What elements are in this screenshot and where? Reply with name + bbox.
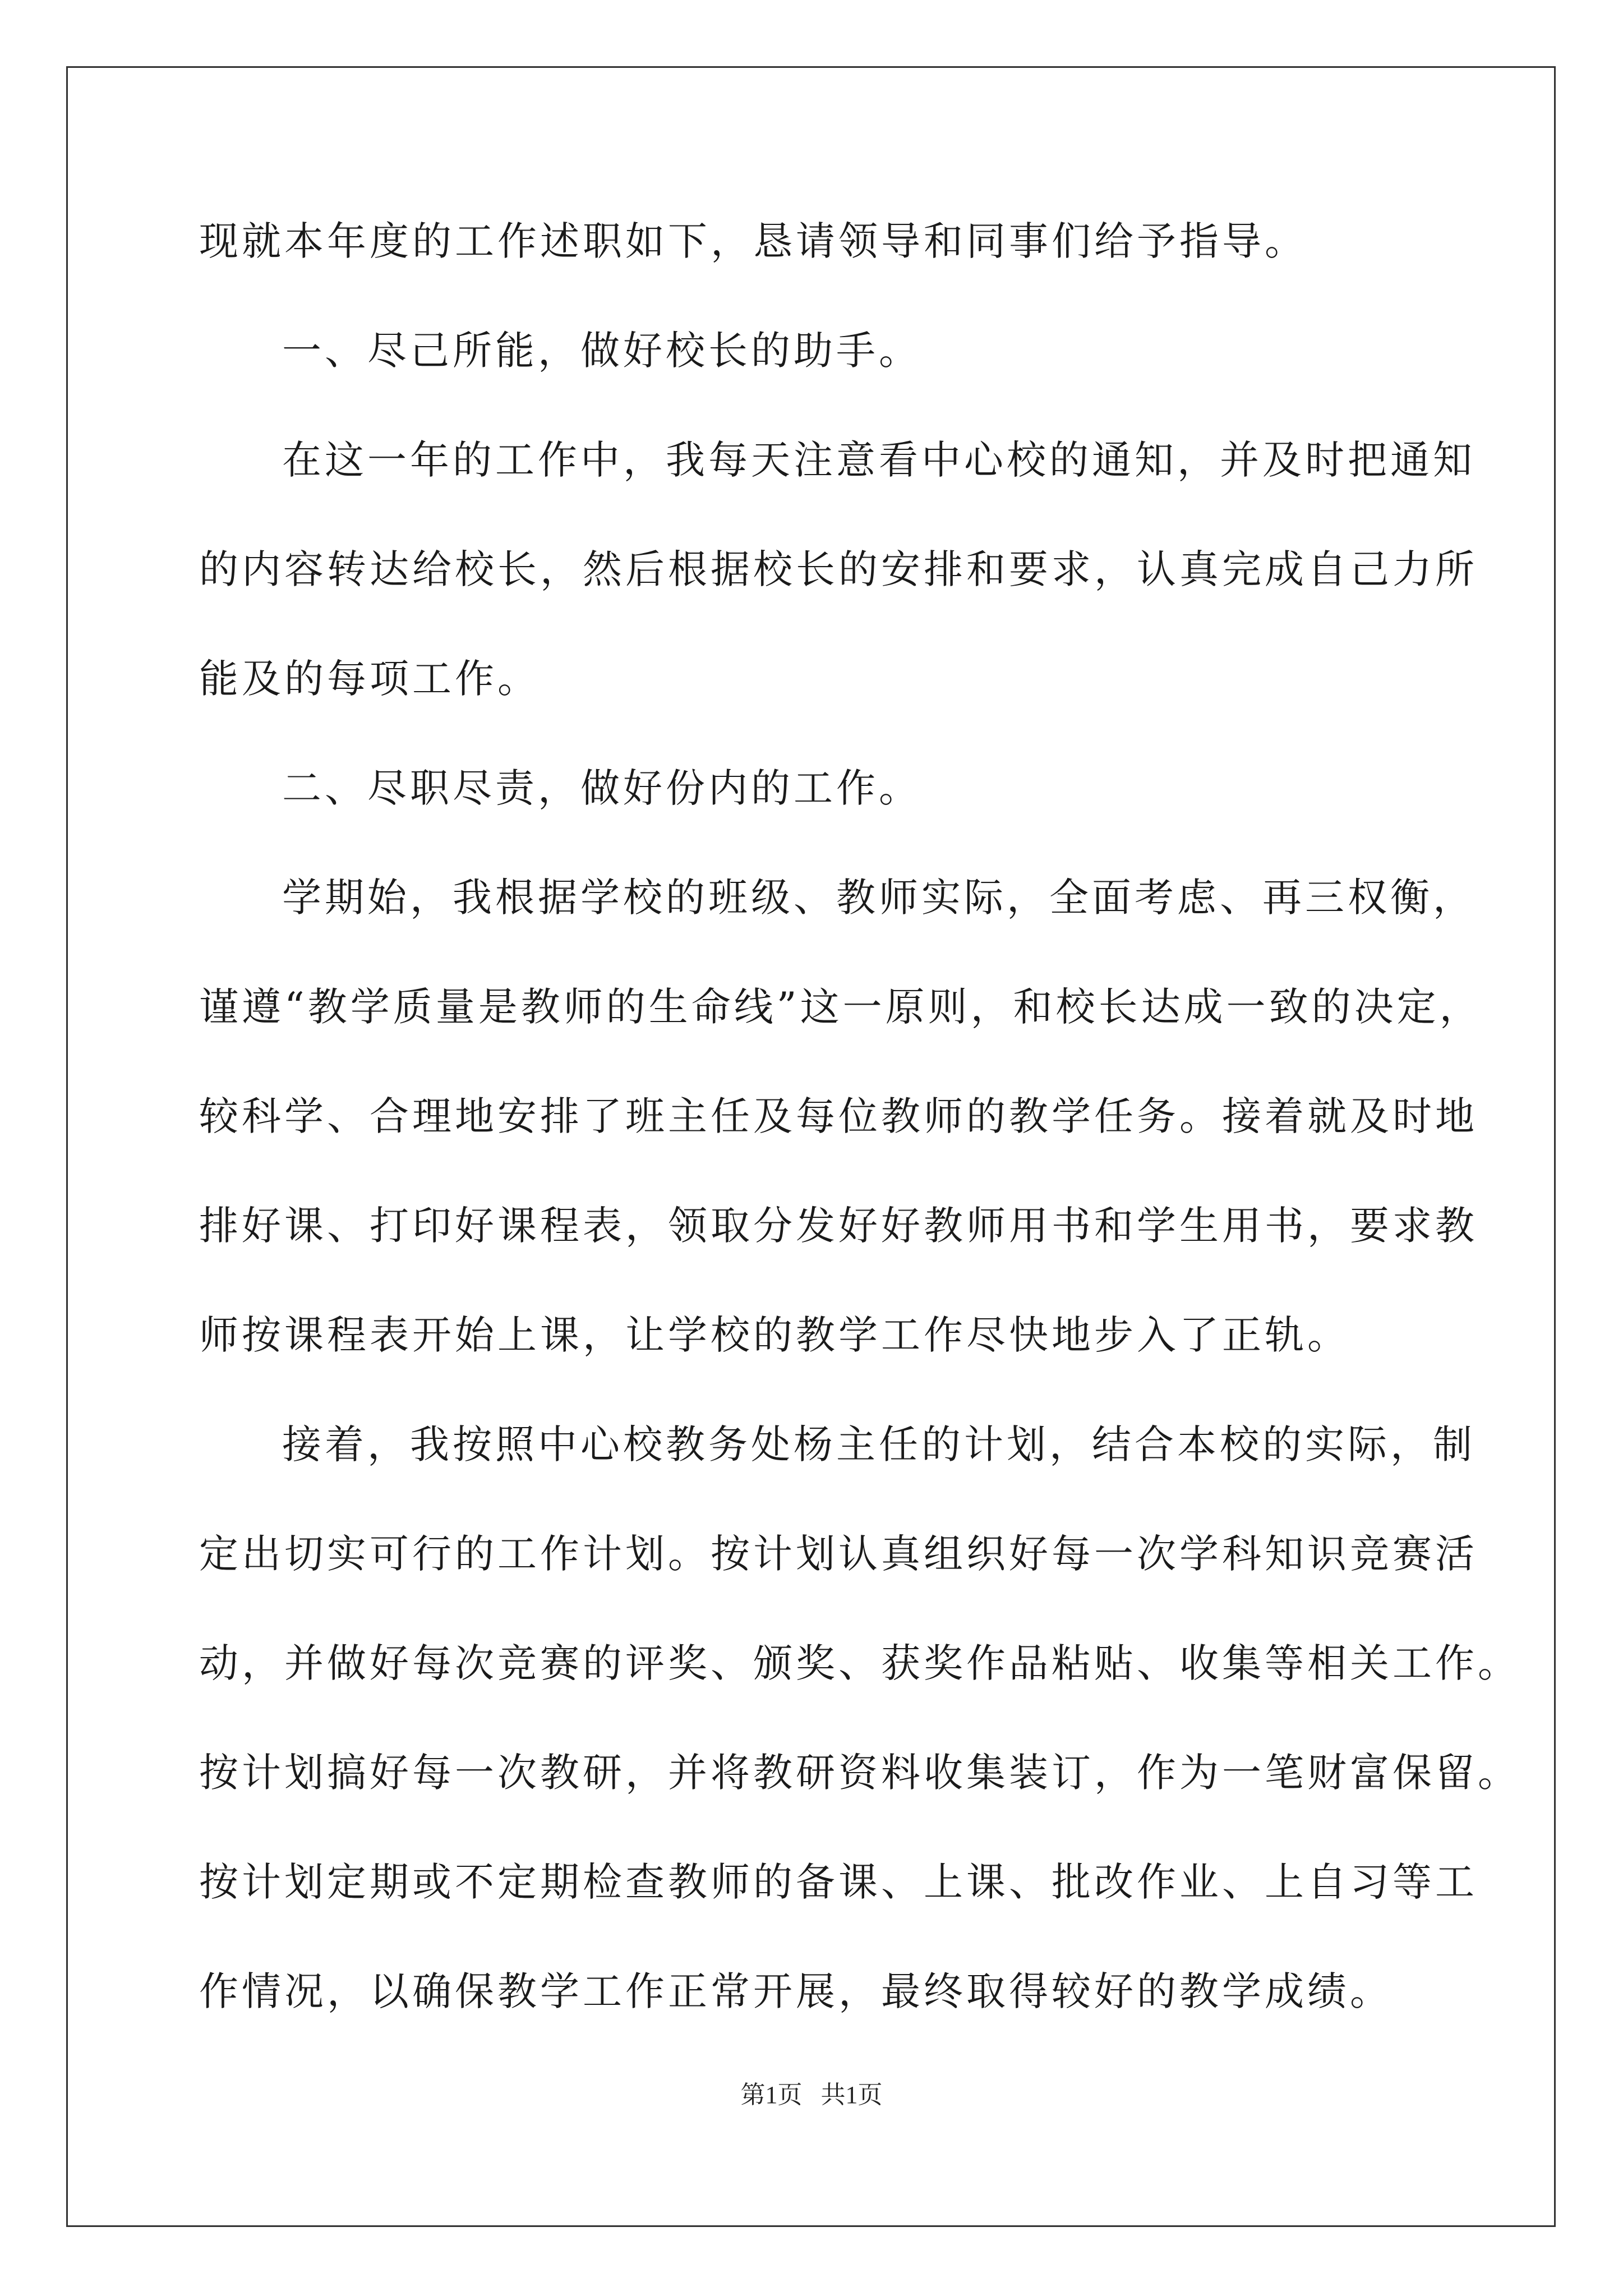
text-line: 学期始，我根据学校的班级、教师实际，全面考虑、再三权衡， bbox=[282, 875, 1476, 921]
section-heading: 一、尽己所能，做好校长的助手。 bbox=[282, 328, 921, 374]
text-line: 能及的每项工作。 bbox=[199, 656, 540, 702]
text-line: 作情况，以确保教学工作正常开展，最终取得较好的教学成绩。 bbox=[199, 1968, 1393, 2014]
text-line: 按计划搞好每一次教研，并将教研资料收集装订，作为一笔财富保留。 bbox=[199, 1750, 1520, 1796]
text-line: 动，并做好每次竞赛的评奖、颁奖、获奖作品粘贴、收集等相关工作。 bbox=[199, 1640, 1520, 1686]
section-heading: 二、尽职尽责，做好份内的工作。 bbox=[282, 765, 921, 811]
text-line: 的内容转达给校长，然后根据校长的安排和要求，认真完成自己力所 bbox=[199, 546, 1478, 592]
text-line: 较科学、合理地安排了班主任及每位教师的教学任务。接着就及时地 bbox=[199, 1093, 1478, 1139]
text-line: 接着，我按照中心校教务处杨主任的计划，结合本校的实际，制 bbox=[282, 1421, 1476, 1467]
text-line: 现就本年度的工作述职如下，恳请领导和同事们给予指导。 bbox=[199, 218, 1307, 264]
text-line: 排好课、打印好课程表，领取分发好好教师用书和学生用书，要求教 bbox=[199, 1203, 1478, 1249]
text-line: 按计划定期或不定期检查教师的备课、上课、批改作业、上自习等工 bbox=[199, 1859, 1478, 1905]
document-body bbox=[199, 213, 1520, 2073]
text-line: 谨遵“教学质量是教师的生命线”这一原则，和校长达成一致的决定， bbox=[199, 984, 1482, 1030]
page-number-footer: 第1页 共1页 bbox=[740, 2081, 883, 2109]
text-line: 在这一年的工作中，我每天注意看中心校的通知，并及时把通知 bbox=[282, 437, 1476, 483]
text-line: 师按课程表开始上课，让学校的教学工作尽快地步入了正轨。 bbox=[199, 1312, 1350, 1358]
text-line: 定出切实可行的工作计划。按计划认真组织好每一次学科知识竞赛活 bbox=[199, 1531, 1478, 1577]
